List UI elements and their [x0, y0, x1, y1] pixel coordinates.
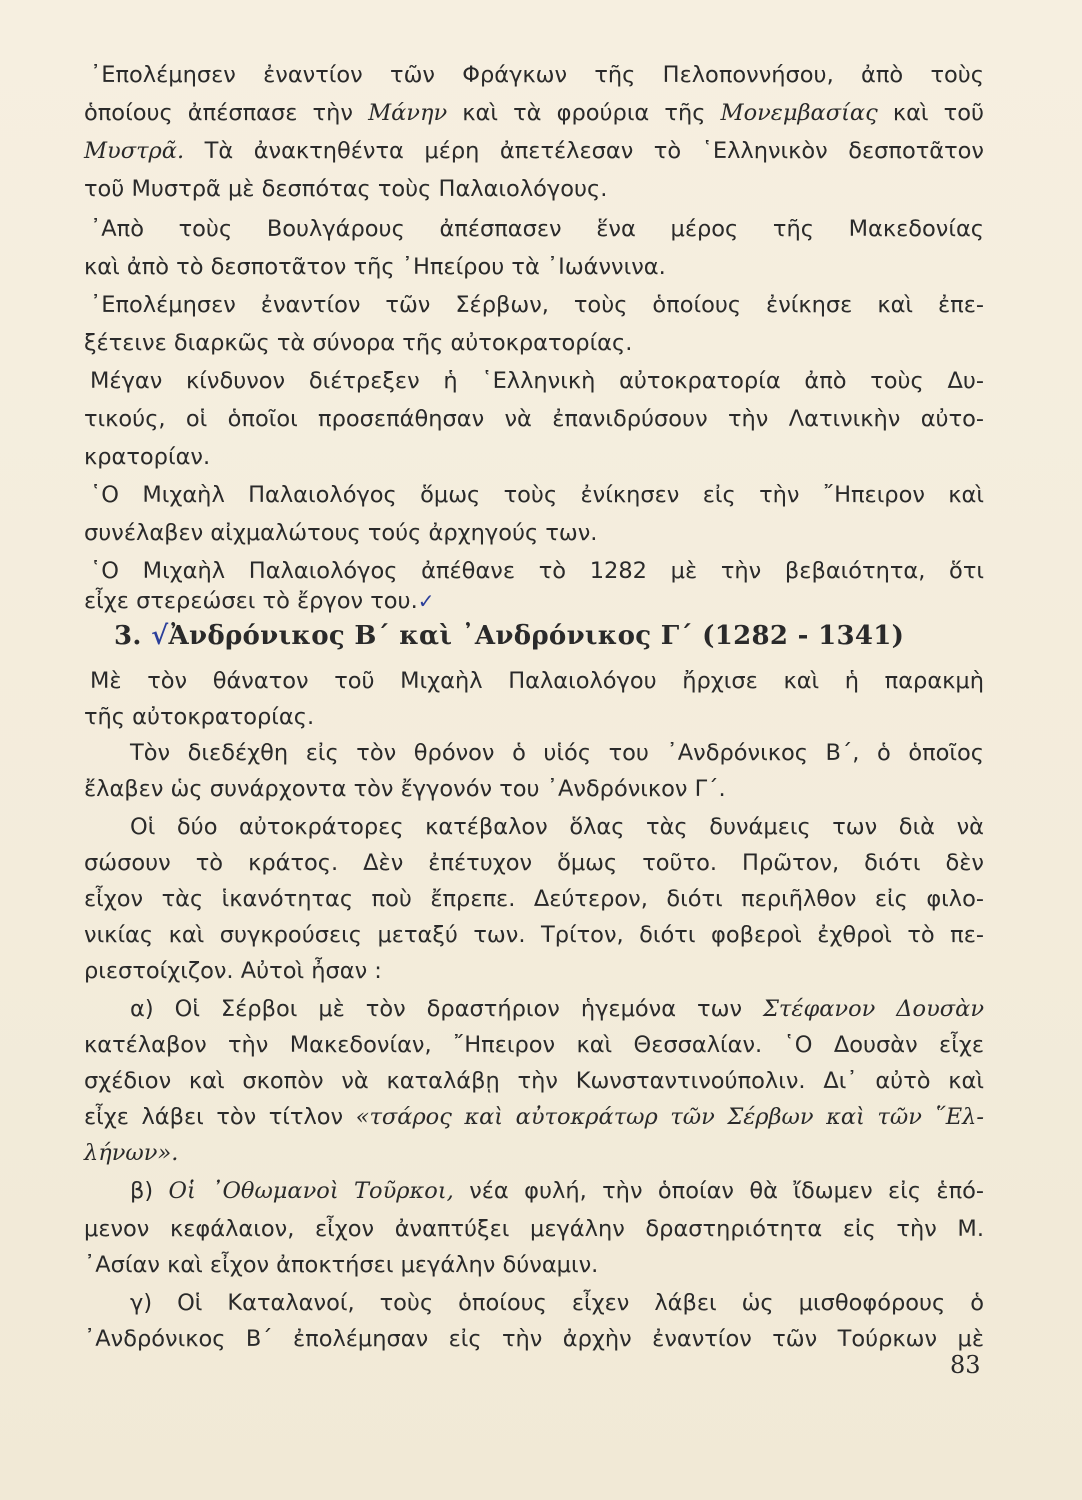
text-line: κατέλαβον τὴν Μακεδονίαν, ῎Ηπειρον καὶ Θεσσαλίαν. ῾Ο Δουσὰν εἶχε [84, 1032, 984, 1058]
text-span: νέα φυλή, τὴν ὁποίαν θὰ ἴδωμεν εἰς ἑπό- [469, 1178, 985, 1204]
text-line [84, 1136, 984, 1170]
place-name-mani: Μάνην [368, 100, 448, 126]
text-line: ᾿Ανδρόνικος Β΄ ἐπολέμησαν εἰς τὴν ἀρχὴν ἐναντίον τῶν Τούρκων μὲ [84, 1326, 984, 1352]
text-line: ῾Ο Μιχαὴλ Παλαιολόγος ὅμως τοὺς ἐνίκησεν εἰς τὴν ῎Ηπειρον καὶ [90, 482, 984, 508]
text-span: εἶχε λάβει τὸν τίτλον [84, 1104, 344, 1130]
text-line: ξέτεινε διαρκῶς τὰ σύνορα τῆς αὐτοκρατορίας. [84, 330, 633, 356]
text-line: ἔλαβεν ὡς συνάρχοντα τὸν ἔγγονόν του ᾿Ανδρόνικον Γ΄. [84, 776, 726, 802]
title-quote: λήνων». [84, 1140, 179, 1166]
text-span: ὁποίους ἀπέσπασε τὴν [84, 100, 353, 126]
people-name-ottomans: Οἱ ᾿Οθωμανοὶ Τοῦρκοι, [168, 1178, 454, 1204]
text-line: ριεστοίχιζον. Αὐτοὶ ἦσαν : [84, 958, 382, 984]
text-line: συνέλαβεν αἰχμαλώτους τούς ἀρχηγούς των. [84, 520, 598, 546]
text-line: ᾿Ασίαν καὶ εἶχον ἀποκτήσει μεγάλην δύναμιν. [84, 1252, 599, 1278]
check-mark-icon: √ [151, 621, 169, 651]
place-name-mystras: Μυστρᾶ. [84, 138, 185, 164]
section-heading [114, 618, 904, 654]
text-line: ᾿Απὸ τοὺς Βουλγάρους ἀπέσπασεν ἕνα μέρος τῆς Μακεδονίας [90, 216, 984, 242]
text-line: ᾿Επολέμησεν ἐναντίον τῶν Φράγκων τῆς Πελοποννήσου, ἀπὸ τοὺς [90, 62, 984, 88]
text-line: κρατορίαν. [84, 444, 211, 470]
text-line: Μέγαν κίνδυνον διέτρεξεν ἡ ῾Ελληνικὴ αὐτοκρατορία ἀπὸ τοὺς Δυ- [90, 368, 984, 394]
text-line [130, 992, 984, 1026]
text-line: Μὲ τὸν θάνατον τοῦ Μιχαὴλ Παλαιολόγου ἤρχισε καὶ ἡ παρακμὴ [90, 668, 984, 694]
text-line: τοῦ Μυστρᾶ μὲ δεσπότας τοὺς Παλαιολόγους. [84, 176, 608, 202]
title-quote: «τσάρος καὶ αὐτοκράτωρ τῶν Σέρβων καὶ τῶν ῞Ελ- [355, 1104, 984, 1130]
place-name-monemvasia: Μονεμβασίας [720, 100, 878, 126]
page-number: 83 [950, 1351, 981, 1379]
person-name-dusan: Στέφανον Δουσὰν [763, 996, 984, 1022]
text-line [84, 134, 984, 168]
text-line [84, 1100, 984, 1134]
text-span: εἶχε στερεώσει τὸ ἔργον του. [84, 588, 418, 614]
text-line: ᾿Επολέμησεν ἐναντίον τῶν Σέρβων, τοὺς ὁποίους ἐνίκησε καὶ ἐπε- [90, 292, 984, 318]
section-title: Ἀνδρόνικος Β΄ καὶ ᾿Ανδρόνικος Γ΄ (1282 - 1341) [168, 621, 905, 651]
text-line: τικούς, οἱ ὁποῖοι προσεπάθησαν νὰ ἐπανιδρύσουν τὴν Λατινικὴν αὐτο- [84, 406, 984, 432]
text-line: μενον κεφάλαιον, εἶχον ἀναπτύξει μεγάλην δραστηριότητα εἰς τὴν Μ. [84, 1216, 984, 1242]
check-mark-icon: ✓ [417, 589, 435, 613]
text-line: γ) Οἱ Καταλανοί, τοὺς ὁποίους εἶχεν λάβει ὡς μισθοφόρους ὁ [130, 1290, 984, 1316]
text-line: Οἱ δύο αὐτοκράτορες κατέβαλον ὅλας τὰς δυνάμεις των διὰ νὰ [130, 814, 984, 840]
text-line: σχέδιον καὶ σκοπὸν νὰ καταλάβῃ τὴν Κωνσταντινούπολιν. Δι᾿ αὐτὸ καὶ [84, 1068, 984, 1094]
text-span: α) Οἱ Σέρβοι μὲ τὸν δραστήριον ἡγεμόνα των [130, 996, 743, 1022]
text-line [130, 1174, 984, 1208]
text-line: εἶχον τὰς ἱκανότητας ποὺ ἔπρεπε. Δεύτερον, διότι περιῆλθον εἰς φιλο- [84, 886, 984, 912]
text-line: νικίας καὶ συγκρούσεις μεταξύ των. Τρίτον, διότι φοβεροὶ ἐχθροὶ τὸ πε- [84, 922, 984, 948]
text-span: Τὰ ἀνακτηθέντα μέρη ἀπετέλεσαν τὸ ῾Ελληνικὸν δεσποτᾶτον [204, 138, 984, 164]
text-line: Τὸν διεδέχθη εἰς τὸν θρόνον ὁ υἱός του ᾿Ανδρόνικος Β΄, ὁ ὁποῖος [130, 740, 984, 766]
text-line [84, 96, 984, 130]
text-line: ῾Ο Μιχαὴλ Παλαιολόγος ἀπέθανε τὸ 1282 μὲ τὴν βεβαιότητα, ὅτι [90, 558, 984, 584]
text-line: καὶ ἀπὸ τὸ δεσποτᾶτον τῆς ᾿Ηπείρου τὰ ᾿Ιωάννινα. [84, 254, 666, 280]
section-number: 3. [114, 621, 142, 651]
text-line: τῆς αὐτοκρατορίας. [84, 704, 315, 730]
text-span: β) [130, 1178, 154, 1204]
text-line: σώσουν τὸ κράτος. Δὲν ἐπέτυχον ὅμως τοῦτο. Πρῶτον, διότι δὲν [84, 850, 984, 876]
text-span: καὶ τὰ φρούρια τῆς [462, 100, 706, 126]
text-line [84, 584, 984, 618]
text-span: καὶ τοῦ [892, 100, 984, 126]
